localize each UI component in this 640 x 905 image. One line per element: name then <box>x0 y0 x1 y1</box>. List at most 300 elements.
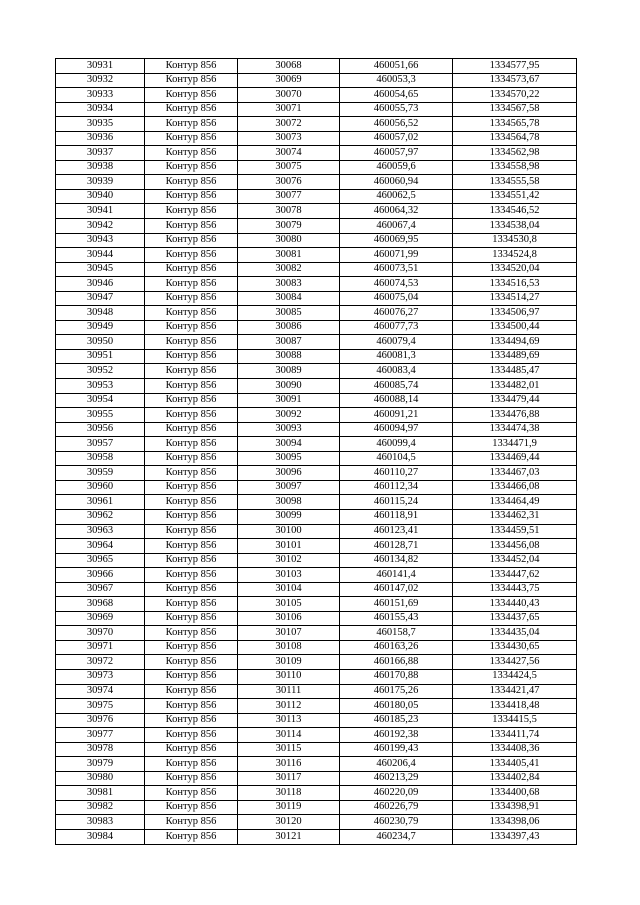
table-row <box>56 335 577 350</box>
vertex-number-cell: 30115 <box>238 742 340 757</box>
contour-name-cell: Контур 856 <box>145 393 238 408</box>
point-number-cell: 30938 <box>56 160 145 175</box>
x-coordinate-cell: 460234,7 <box>340 829 453 844</box>
y-coordinate-cell: 1334551,42 <box>453 189 577 204</box>
x-coordinate-cell: 460123,41 <box>340 524 453 539</box>
table-row <box>56 219 577 234</box>
point-number-cell: 30937 <box>56 146 145 161</box>
contour-name-cell: Контур 856 <box>145 175 238 190</box>
x-coordinate-cell: 460115,24 <box>340 495 453 510</box>
point-number-cell: 30935 <box>56 117 145 132</box>
x-coordinate-cell: 460071,99 <box>340 248 453 263</box>
table-row <box>56 422 577 437</box>
y-coordinate-cell: 1334415,5 <box>453 713 577 728</box>
x-coordinate-cell: 460053,3 <box>340 73 453 88</box>
y-coordinate-cell: 1334570,22 <box>453 88 577 103</box>
vertex-number-cell: 30107 <box>238 626 340 641</box>
vertex-number-cell: 30109 <box>238 655 340 670</box>
contour-name-cell: Контур 856 <box>145 771 238 786</box>
y-coordinate-cell: 1334464,49 <box>453 495 577 510</box>
contour-name-cell: Контур 856 <box>145 379 238 394</box>
coordinates-table <box>55 58 577 845</box>
x-coordinate-cell: 460118,91 <box>340 509 453 524</box>
contour-name-cell: Контур 856 <box>145 320 238 335</box>
x-coordinate-cell: 460213,29 <box>340 771 453 786</box>
vertex-number-cell: 30073 <box>238 131 340 146</box>
contour-name-cell: Контур 856 <box>145 480 238 495</box>
x-coordinate-cell: 460057,02 <box>340 131 453 146</box>
point-number-cell: 30977 <box>56 728 145 743</box>
point-number-cell: 30980 <box>56 771 145 786</box>
table-row <box>56 539 577 554</box>
table-row <box>56 640 577 655</box>
vertex-number-cell: 30086 <box>238 320 340 335</box>
contour-name-cell: Контур 856 <box>145 233 238 248</box>
x-coordinate-cell: 460076,27 <box>340 306 453 321</box>
x-coordinate-cell: 460064,32 <box>340 204 453 219</box>
x-coordinate-cell: 460104,5 <box>340 451 453 466</box>
point-number-cell: 30946 <box>56 277 145 292</box>
point-number-cell: 30934 <box>56 102 145 117</box>
y-coordinate-cell: 1334474,38 <box>453 422 577 437</box>
table-row <box>56 277 577 292</box>
vertex-number-cell: 30120 <box>238 815 340 830</box>
x-coordinate-cell: 460199,43 <box>340 742 453 757</box>
vertex-number-cell: 30089 <box>238 364 340 379</box>
x-coordinate-cell: 460069,95 <box>340 233 453 248</box>
contour-name-cell: Контур 856 <box>145 277 238 292</box>
table-row <box>56 102 577 117</box>
table-row <box>56 800 577 815</box>
table-row <box>56 408 577 423</box>
y-coordinate-cell: 1334400,68 <box>453 786 577 801</box>
contour-name-cell: Контур 856 <box>145 349 238 364</box>
contour-name-cell: Контур 856 <box>145 146 238 161</box>
point-number-cell: 30945 <box>56 262 145 277</box>
x-coordinate-cell: 460180,05 <box>340 699 453 714</box>
table-row <box>56 189 577 204</box>
contour-name-cell: Контур 856 <box>145 408 238 423</box>
x-coordinate-cell: 460060,94 <box>340 175 453 190</box>
y-coordinate-cell: 1334427,56 <box>453 655 577 670</box>
vertex-number-cell: 30101 <box>238 539 340 554</box>
contour-name-cell: Контур 856 <box>145 117 238 132</box>
y-coordinate-cell: 1334452,04 <box>453 553 577 568</box>
vertex-number-cell: 30117 <box>238 771 340 786</box>
vertex-number-cell: 30087 <box>238 335 340 350</box>
contour-name-cell: Контур 856 <box>145 786 238 801</box>
y-coordinate-cell: 1334530,8 <box>453 233 577 248</box>
vertex-number-cell: 30071 <box>238 102 340 117</box>
y-coordinate-cell: 1334516,53 <box>453 277 577 292</box>
y-coordinate-cell: 1334398,91 <box>453 800 577 815</box>
point-number-cell: 30960 <box>56 480 145 495</box>
point-number-cell: 30953 <box>56 379 145 394</box>
point-number-cell: 30966 <box>56 568 145 583</box>
contour-name-cell: Контур 856 <box>145 611 238 626</box>
y-coordinate-cell: 1334567,58 <box>453 102 577 117</box>
contour-name-cell: Контур 856 <box>145 742 238 757</box>
y-coordinate-cell: 1334577,95 <box>453 59 577 74</box>
x-coordinate-cell: 460057,97 <box>340 146 453 161</box>
vertex-number-cell: 30104 <box>238 582 340 597</box>
contour-name-cell: Контур 856 <box>145 728 238 743</box>
vertex-number-cell: 30075 <box>238 160 340 175</box>
x-coordinate-cell: 460112,34 <box>340 480 453 495</box>
y-coordinate-cell: 1334424,5 <box>453 669 577 684</box>
x-coordinate-cell: 460220,09 <box>340 786 453 801</box>
y-coordinate-cell: 1334485,47 <box>453 364 577 379</box>
vertex-number-cell: 30102 <box>238 553 340 568</box>
vertex-number-cell: 30114 <box>238 728 340 743</box>
contour-name-cell: Контур 856 <box>145 219 238 234</box>
table-row <box>56 306 577 321</box>
contour-name-cell: Контур 856 <box>145 335 238 350</box>
vertex-number-cell: 30093 <box>238 422 340 437</box>
x-coordinate-cell: 460226,79 <box>340 800 453 815</box>
x-coordinate-cell: 460055,73 <box>340 102 453 117</box>
point-number-cell: 30942 <box>56 219 145 234</box>
point-number-cell: 30964 <box>56 539 145 554</box>
table-row <box>56 88 577 103</box>
vertex-number-cell: 30090 <box>238 379 340 394</box>
vertex-number-cell: 30112 <box>238 699 340 714</box>
x-coordinate-cell: 460054,65 <box>340 88 453 103</box>
table-row <box>56 437 577 452</box>
x-coordinate-cell: 460175,26 <box>340 684 453 699</box>
y-coordinate-cell: 1334520,04 <box>453 262 577 277</box>
x-coordinate-cell: 460075,04 <box>340 291 453 306</box>
table-row <box>56 131 577 146</box>
x-coordinate-cell: 460163,26 <box>340 640 453 655</box>
point-number-cell: 30954 <box>56 393 145 408</box>
table-row <box>56 655 577 670</box>
contour-name-cell: Контур 856 <box>145 160 238 175</box>
vertex-number-cell: 30110 <box>238 669 340 684</box>
point-number-cell: 30961 <box>56 495 145 510</box>
vertex-number-cell: 30088 <box>238 349 340 364</box>
table-row <box>56 233 577 248</box>
vertex-number-cell: 30081 <box>238 248 340 263</box>
y-coordinate-cell: 1334558,98 <box>453 160 577 175</box>
x-coordinate-cell: 460056,52 <box>340 117 453 132</box>
point-number-cell: 30973 <box>56 669 145 684</box>
x-coordinate-cell: 460091,21 <box>340 408 453 423</box>
vertex-number-cell: 30078 <box>238 204 340 219</box>
y-coordinate-cell: 1334565,78 <box>453 117 577 132</box>
x-coordinate-cell: 460094,97 <box>340 422 453 437</box>
point-number-cell: 30956 <box>56 422 145 437</box>
contour-name-cell: Контур 856 <box>145 262 238 277</box>
point-number-cell: 30967 <box>56 582 145 597</box>
vertex-number-cell: 30070 <box>238 88 340 103</box>
vertex-number-cell: 30118 <box>238 786 340 801</box>
table-row <box>56 160 577 175</box>
contour-name-cell: Контур 856 <box>145 88 238 103</box>
y-coordinate-cell: 1334418,48 <box>453 699 577 714</box>
vertex-number-cell: 30092 <box>238 408 340 423</box>
table-row <box>56 204 577 219</box>
x-coordinate-cell: 460141,4 <box>340 568 453 583</box>
y-coordinate-cell: 1334411,74 <box>453 728 577 743</box>
y-coordinate-cell: 1334405,41 <box>453 757 577 772</box>
y-coordinate-cell: 1334494,69 <box>453 335 577 350</box>
vertex-number-cell: 30083 <box>238 277 340 292</box>
contour-name-cell: Контур 856 <box>145 422 238 437</box>
contour-name-cell: Контур 856 <box>145 495 238 510</box>
contour-name-cell: Контур 856 <box>145 59 238 74</box>
contour-name-cell: Контур 856 <box>145 131 238 146</box>
y-coordinate-cell: 1334459,51 <box>453 524 577 539</box>
table-row <box>56 146 577 161</box>
table-row <box>56 73 577 88</box>
table-row <box>56 291 577 306</box>
x-coordinate-cell: 460099,4 <box>340 437 453 452</box>
contour-name-cell: Контур 856 <box>145 524 238 539</box>
table-row <box>56 742 577 757</box>
table-row <box>56 262 577 277</box>
table-row <box>56 495 577 510</box>
y-coordinate-cell: 1334573,67 <box>453 73 577 88</box>
vertex-number-cell: 30095 <box>238 451 340 466</box>
table-row <box>56 379 577 394</box>
point-number-cell: 30949 <box>56 320 145 335</box>
y-coordinate-cell: 1334467,03 <box>453 466 577 481</box>
x-coordinate-cell: 460085,74 <box>340 379 453 394</box>
point-number-cell: 30974 <box>56 684 145 699</box>
y-coordinate-cell: 1334430,65 <box>453 640 577 655</box>
y-coordinate-cell: 1334476,88 <box>453 408 577 423</box>
contour-name-cell: Контур 856 <box>145 509 238 524</box>
contour-name-cell: Контур 856 <box>145 713 238 728</box>
x-coordinate-cell: 460128,71 <box>340 539 453 554</box>
y-coordinate-cell: 1334440,43 <box>453 597 577 612</box>
contour-name-cell: Контур 856 <box>145 102 238 117</box>
y-coordinate-cell: 1334538,04 <box>453 219 577 234</box>
table-row <box>56 815 577 830</box>
y-coordinate-cell: 1334402,84 <box>453 771 577 786</box>
x-coordinate-cell: 460158,7 <box>340 626 453 641</box>
table-row <box>56 669 577 684</box>
y-coordinate-cell: 1334398,06 <box>453 815 577 830</box>
table-row <box>56 509 577 524</box>
contour-name-cell: Контур 856 <box>145 539 238 554</box>
table-row <box>56 175 577 190</box>
vertex-number-cell: 30069 <box>238 73 340 88</box>
table-row <box>56 320 577 335</box>
y-coordinate-cell: 1334469,44 <box>453 451 577 466</box>
point-number-cell: 30970 <box>56 626 145 641</box>
point-number-cell: 30983 <box>56 815 145 830</box>
point-number-cell: 30941 <box>56 204 145 219</box>
x-coordinate-cell: 460147,02 <box>340 582 453 597</box>
vertex-number-cell: 30082 <box>238 262 340 277</box>
table-row <box>56 626 577 641</box>
y-coordinate-cell: 1334437,65 <box>453 611 577 626</box>
vertex-number-cell: 30113 <box>238 713 340 728</box>
vertex-number-cell: 30100 <box>238 524 340 539</box>
point-number-cell: 30948 <box>56 306 145 321</box>
y-coordinate-cell: 1334500,44 <box>453 320 577 335</box>
vertex-number-cell: 30108 <box>238 640 340 655</box>
table-row <box>56 568 577 583</box>
y-coordinate-cell: 1334489,69 <box>453 349 577 364</box>
x-coordinate-cell: 460088,14 <box>340 393 453 408</box>
contour-name-cell: Контур 856 <box>145 466 238 481</box>
point-number-cell: 30975 <box>56 699 145 714</box>
vertex-number-cell: 30084 <box>238 291 340 306</box>
coordinates-table-body <box>56 59 577 845</box>
table-row <box>56 582 577 597</box>
point-number-cell: 30952 <box>56 364 145 379</box>
point-number-cell: 30957 <box>56 437 145 452</box>
y-coordinate-cell: 1334408,36 <box>453 742 577 757</box>
contour-name-cell: Контур 856 <box>145 568 238 583</box>
contour-name-cell: Контур 856 <box>145 669 238 684</box>
contour-name-cell: Контур 856 <box>145 553 238 568</box>
contour-name-cell: Контур 856 <box>145 248 238 263</box>
x-coordinate-cell: 460110,27 <box>340 466 453 481</box>
contour-name-cell: Контур 856 <box>145 73 238 88</box>
table-row <box>56 597 577 612</box>
x-coordinate-cell: 460185,23 <box>340 713 453 728</box>
vertex-number-cell: 30068 <box>238 59 340 74</box>
x-coordinate-cell: 460074,53 <box>340 277 453 292</box>
contour-name-cell: Контур 856 <box>145 582 238 597</box>
y-coordinate-cell: 1334447,62 <box>453 568 577 583</box>
vertex-number-cell: 30119 <box>238 800 340 815</box>
point-number-cell: 30972 <box>56 655 145 670</box>
vertex-number-cell: 30099 <box>238 509 340 524</box>
contour-name-cell: Контур 856 <box>145 655 238 670</box>
vertex-number-cell: 30096 <box>238 466 340 481</box>
x-coordinate-cell: 460134,82 <box>340 553 453 568</box>
table-row <box>56 829 577 844</box>
x-coordinate-cell: 460077,73 <box>340 320 453 335</box>
vertex-number-cell: 30121 <box>238 829 340 844</box>
y-coordinate-cell: 1334443,75 <box>453 582 577 597</box>
y-coordinate-cell: 1334564,78 <box>453 131 577 146</box>
vertex-number-cell: 30076 <box>238 175 340 190</box>
point-number-cell: 30968 <box>56 597 145 612</box>
x-coordinate-cell: 460067,4 <box>340 219 453 234</box>
point-number-cell: 30943 <box>56 233 145 248</box>
y-coordinate-cell: 1334555,58 <box>453 175 577 190</box>
y-coordinate-cell: 1334482,01 <box>453 379 577 394</box>
point-number-cell: 30984 <box>56 829 145 844</box>
table-row <box>56 728 577 743</box>
point-number-cell: 30940 <box>56 189 145 204</box>
x-coordinate-cell: 460206,4 <box>340 757 453 772</box>
point-number-cell: 30963 <box>56 524 145 539</box>
x-coordinate-cell: 460081,3 <box>340 349 453 364</box>
point-number-cell: 30969 <box>56 611 145 626</box>
contour-name-cell: Контур 856 <box>145 451 238 466</box>
y-coordinate-cell: 1334435,04 <box>453 626 577 641</box>
point-number-cell: 30971 <box>56 640 145 655</box>
point-number-cell: 30932 <box>56 73 145 88</box>
table-row <box>56 553 577 568</box>
point-number-cell: 30976 <box>56 713 145 728</box>
y-coordinate-cell: 1334562,98 <box>453 146 577 161</box>
contour-name-cell: Контур 856 <box>145 306 238 321</box>
table-row <box>56 451 577 466</box>
vertex-number-cell: 30079 <box>238 219 340 234</box>
contour-name-cell: Контур 856 <box>145 189 238 204</box>
contour-name-cell: Контур 856 <box>145 829 238 844</box>
vertex-number-cell: 30094 <box>238 437 340 452</box>
contour-name-cell: Контур 856 <box>145 800 238 815</box>
point-number-cell: 30933 <box>56 88 145 103</box>
point-number-cell: 30944 <box>56 248 145 263</box>
x-coordinate-cell: 460062,5 <box>340 189 453 204</box>
vertex-number-cell: 30098 <box>238 495 340 510</box>
x-coordinate-cell: 460051,66 <box>340 59 453 74</box>
vertex-number-cell: 30080 <box>238 233 340 248</box>
table-row <box>56 757 577 772</box>
table-row <box>56 393 577 408</box>
vertex-number-cell: 30105 <box>238 597 340 612</box>
table-row <box>56 684 577 699</box>
vertex-number-cell: 30074 <box>238 146 340 161</box>
table-row <box>56 59 577 74</box>
x-coordinate-cell: 460166,88 <box>340 655 453 670</box>
x-coordinate-cell: 460192,38 <box>340 728 453 743</box>
vertex-number-cell: 30091 <box>238 393 340 408</box>
y-coordinate-cell: 1334421,47 <box>453 684 577 699</box>
vertex-number-cell: 30116 <box>238 757 340 772</box>
point-number-cell: 30962 <box>56 509 145 524</box>
y-coordinate-cell: 1334471,9 <box>453 437 577 452</box>
y-coordinate-cell: 1334456,08 <box>453 539 577 554</box>
point-number-cell: 30951 <box>56 349 145 364</box>
y-coordinate-cell: 1334397,43 <box>453 829 577 844</box>
contour-name-cell: Контур 856 <box>145 204 238 219</box>
point-number-cell: 30950 <box>56 335 145 350</box>
contour-name-cell: Контур 856 <box>145 640 238 655</box>
table-row <box>56 364 577 379</box>
table-row <box>56 480 577 495</box>
point-number-cell: 30958 <box>56 451 145 466</box>
point-number-cell: 30982 <box>56 800 145 815</box>
table-row <box>56 771 577 786</box>
point-number-cell: 30939 <box>56 175 145 190</box>
vertex-number-cell: 30085 <box>238 306 340 321</box>
table-row <box>56 466 577 481</box>
x-coordinate-cell: 460230,79 <box>340 815 453 830</box>
point-number-cell: 30955 <box>56 408 145 423</box>
vertex-number-cell: 30106 <box>238 611 340 626</box>
table-row <box>56 699 577 714</box>
vertex-number-cell: 30111 <box>238 684 340 699</box>
vertex-number-cell: 30103 <box>238 568 340 583</box>
x-coordinate-cell: 460083,4 <box>340 364 453 379</box>
y-coordinate-cell: 1334524,8 <box>453 248 577 263</box>
table-row <box>56 786 577 801</box>
contour-name-cell: Контур 856 <box>145 626 238 641</box>
y-coordinate-cell: 1334546,52 <box>453 204 577 219</box>
x-coordinate-cell: 460155,43 <box>340 611 453 626</box>
contour-name-cell: Контур 856 <box>145 437 238 452</box>
table-row <box>56 248 577 263</box>
table-row <box>56 713 577 728</box>
point-number-cell: 30959 <box>56 466 145 481</box>
contour-name-cell: Контур 856 <box>145 684 238 699</box>
x-coordinate-cell: 460073,51 <box>340 262 453 277</box>
table-row <box>56 117 577 132</box>
x-coordinate-cell: 460079,4 <box>340 335 453 350</box>
point-number-cell: 30931 <box>56 59 145 74</box>
